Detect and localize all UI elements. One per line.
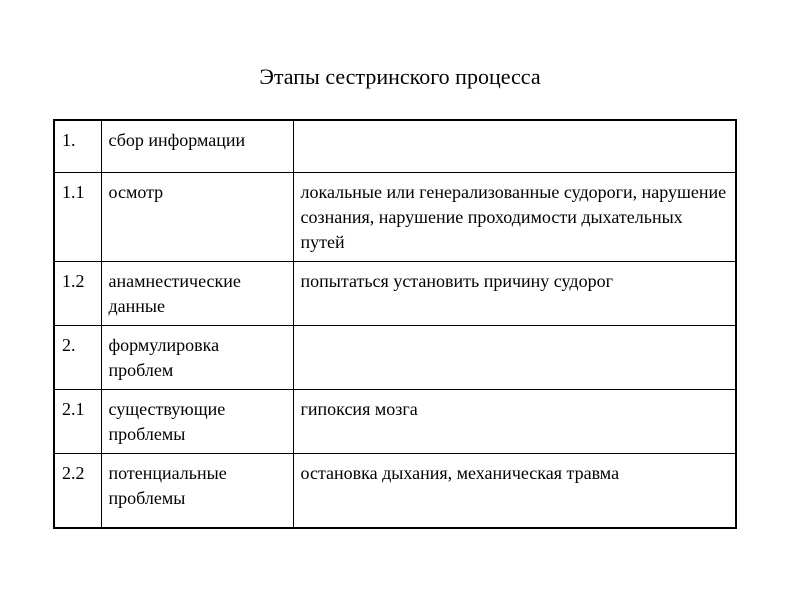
- table-row: [54, 172, 736, 261]
- process-table: [53, 119, 737, 529]
- row-number-cell: 1.: [54, 120, 101, 172]
- description-cell: попытаться установить причину судорог: [293, 261, 736, 325]
- stage-cell: сбор информации: [101, 120, 293, 172]
- description-cell: [293, 325, 736, 389]
- row-number-cell: 2.: [54, 325, 101, 389]
- stage-cell: осмотр: [101, 172, 293, 261]
- stage-cell: существующие проблемы: [101, 389, 293, 453]
- table-row: [54, 261, 736, 325]
- table-row: [54, 453, 736, 528]
- description-cell: локальные или генерализованные судороги, нарушение сознания, нарушение проходимости дыхательных путей: [293, 172, 736, 261]
- process-table-container: [53, 119, 735, 529]
- row-number-cell: 2.1: [54, 389, 101, 453]
- description-cell: [293, 120, 736, 172]
- row-number-cell: 1.2: [54, 261, 101, 325]
- row-number-cell: 1.1: [54, 172, 101, 261]
- description-cell: гипоксия мозга: [293, 389, 736, 453]
- slide-title: Этапы сестринского процесса: [259, 64, 541, 89]
- stage-cell: анамнестические данные: [101, 261, 293, 325]
- table-row: [54, 120, 736, 172]
- row-number-cell: 2.2: [54, 453, 101, 528]
- stage-cell: формулировка проблем: [101, 325, 293, 389]
- description-cell: остановка дыхания, механическая травма: [293, 453, 736, 528]
- table-row: [54, 325, 736, 389]
- stage-cell: потенциальные проблемы: [101, 453, 293, 528]
- table-row: [54, 389, 736, 453]
